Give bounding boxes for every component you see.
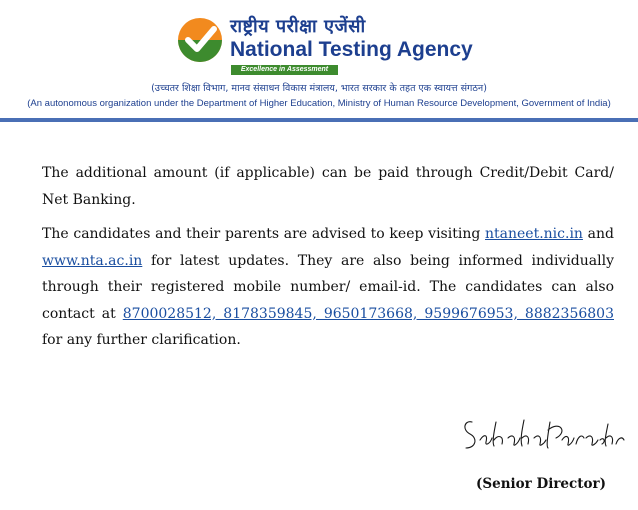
payment-paragraph: The additional amount (if applicable) can be paid through Credit/Debit Card/ Net Banking. xyxy=(42,165,614,208)
nta-website-link[interactable]: www.nta.ac.in xyxy=(42,252,143,269)
tagline-badge: Excellence in Assessment xyxy=(231,65,338,75)
contact-paragraph xyxy=(42,221,614,354)
notice-body xyxy=(42,160,614,362)
contact-text-d: for any further clarification. xyxy=(42,332,241,348)
helpline-numbers-link[interactable]: 8700028512, 8178359845, 9650173668, 9599676953, 8882356803 xyxy=(122,305,614,322)
letterhead xyxy=(0,0,638,122)
agency-name-english: National Testing Agency xyxy=(230,38,473,61)
ntaneet-link[interactable]: ntaneet.nic.in xyxy=(485,226,583,242)
subtitle-english: (An autonomous organization under the Department of Higher Education, Ministry of Human Resource Development, Government of India) xyxy=(27,98,611,109)
subtitle-hindi: (उच्चतर शिक्षा विभाग, मानव संसाधन विकास मंत्रालय, भारत सरकार के तहत एक स्वायत्त संगठन) xyxy=(151,83,487,94)
contact-text-c: for latest updates. They are also being informed individually through their registered mobile number/ email-id. The candidates can also contact at xyxy=(42,252,614,322)
agency-name-hindi: राष्ट्रीय परीक्षा एजेंसी xyxy=(230,16,366,37)
contact-text-a: The candidates and their parents are advised to keep visiting xyxy=(42,226,486,242)
handwritten-signature xyxy=(458,412,628,458)
contact-text-b: and xyxy=(582,226,614,242)
header-divider xyxy=(0,118,638,122)
nta-checkmark-logo-icon xyxy=(176,16,224,64)
signatory-designation: (Senior Director) xyxy=(476,476,606,492)
